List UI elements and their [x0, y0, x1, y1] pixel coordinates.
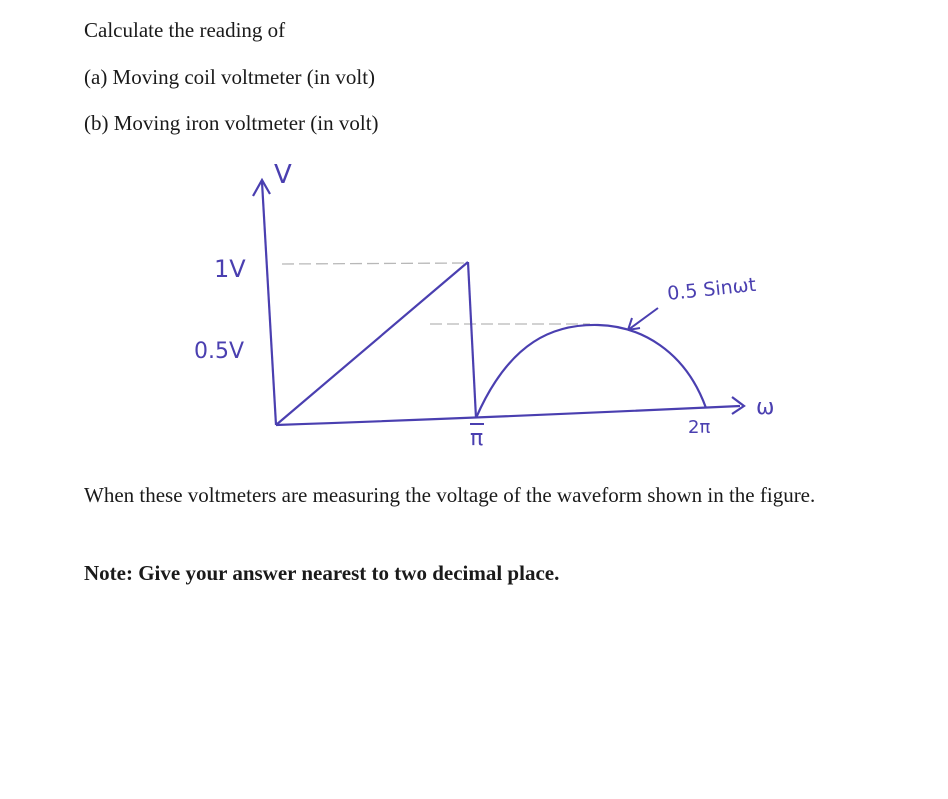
ramp-segment	[276, 262, 468, 425]
x-tick-label-2pi: 2π	[688, 417, 711, 438]
x-axis-label: ω	[756, 395, 775, 420]
y-axis	[262, 182, 276, 425]
x-tick-label-pi: π	[470, 426, 484, 450]
question-note: Note: Give your answer nearest to two decimal place.	[84, 561, 560, 585]
question-description: When these voltmeters are measuring the voltage of the waveform shown in the figure.	[84, 483, 816, 507]
waveform-figure	[0, 150, 948, 450]
guide-line-1v	[282, 263, 468, 264]
curve-label-pointer	[628, 308, 658, 330]
vertical-drop	[468, 262, 476, 418]
y-tick-label-05v: 0.5V	[194, 339, 245, 364]
curve-label: 0.5 Sinωt	[666, 273, 758, 305]
sine-half-cycle	[476, 325, 706, 418]
question-part-a: (a) Moving coil voltmeter (in volt)	[84, 65, 376, 89]
x-axis	[276, 406, 740, 425]
y-axis-label: V	[274, 160, 292, 190]
y-tick-label-1v: 1V	[214, 255, 246, 283]
question-part-b: (b) Moving iron voltmeter (in volt)	[84, 111, 379, 135]
question-intro: Calculate the reading of	[84, 18, 286, 42]
